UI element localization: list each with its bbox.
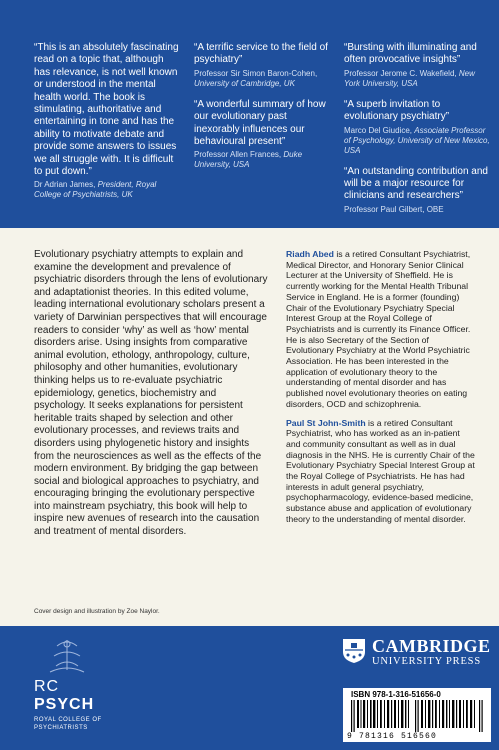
endorsement-quote: “A terrific service to the field of psychiatry” bbox=[194, 42, 328, 66]
barcode bbox=[343, 688, 491, 742]
rcpsych-line2: PSYCH bbox=[34, 696, 95, 713]
editor-bio: Paul St John-Smith is a retired Consultant Psychiatrist, who has worked as an in-patient and community consultant as well as in dual diagnosis in the NHS. He is currently Chair of the Evolutionary Psychiatry Special Interest Group at the Royal College of Psychiatrists. He has had interests in adult general psychiatry, psychopharmacology, evidence-based medicine, substance abuse and application of evolutionary theory to the understanding of mental disorder. bbox=[286, 417, 475, 524]
endorsement-attribution: Professor Allen Frances, Duke University, USA bbox=[194, 150, 303, 170]
editor-bio: Riadh Abed is a retired Consultant Psychiatrist, Medical Director, and Honorary Senior Clinical Lecturer at the University of Sheffield. He is currently working for the Mental Health Tribunal Service in England. He is a former (founding) Chair of the Evolutionary Psychiatry Special Interest Group at the Royal College of Psychiatrists and is currently its Finance Officer. He is also Secretary of the Section of Evolutionary Psychiatry at the World Psychiatric Association. He has been interested in the application of evolutionary theory to the understanding of mental disorder and has published novel evolutionary theories on eating disorders, OCD and schizophrenia. bbox=[286, 249, 471, 409]
barcode-digits: 9 781316 516560 bbox=[347, 732, 438, 741]
endorsement-quote: “An outstanding contribution and will be a major resource for clinicians and researchers” bbox=[344, 165, 488, 202]
rcpsych-line1: RC bbox=[34, 678, 60, 695]
book-description: Evolutionary psychiatry attempts to explain and examine the development and prevalence of psychiatric disorders through the lens of evolutionary and adaptationist theories. In this edited volume, leading international evolutionary scholars present a variety of Darwinian perspectives that will encourage readers to consider ‘why’ as well as ‘how’ mental disorders arise. Using insights from comparative animal evolution, ethology, anthropology, culture, philosophy and other humanities, evolutionary thinking helps us to re-evaluate psychiatric epidemiology, genetics, biochemistry and psychology. It seeks explanations for persistent heritable traits shaped by selection and other evolutionary processes, and reviews traits and disorders using phylogenetic history and insights from the neurosciences as well as the effects of the modern environment. By bridging the gap between social and biological approaches to psychiatry, and encouraging bringing the evolutionary perspective into mainstream psychiatry, this book will help to inspire new avenues of research into the causation and treatment of mental disorders. bbox=[34, 249, 268, 538]
endorsement-quote: “Bursting with illuminating and often provocative insights” bbox=[344, 42, 477, 66]
endorsement-column-1 bbox=[34, 42, 182, 210]
publisher-band bbox=[0, 626, 499, 750]
endorsement-attribution: Professor Jerome C. Wakefield, New York University, USA bbox=[344, 68, 475, 88]
endorsement-column-2 bbox=[194, 42, 332, 180]
endorsement-attribution: Dr Adrian James, President, Royal College of Psychiatrists, UK bbox=[34, 180, 157, 200]
cambridge-shield-icon bbox=[342, 638, 366, 664]
editor-bios bbox=[286, 249, 476, 533]
endorsement-quote: “A wonderful summary of how our evolutionary past inexorably influences our behavioural present” bbox=[194, 98, 326, 148]
endorsement-attribution: Professor Paul Gilbert, OBE bbox=[344, 204, 444, 214]
rcpsych-subtitle: ROYAL COLLEGE OF PSYCHIATRISTS bbox=[34, 717, 102, 731]
rcpsych-crest-icon bbox=[42, 636, 92, 676]
endorsement-attribution: Marco Del Giudice, Associate Professor of Psychology, University of New Mexico, USA bbox=[344, 125, 490, 155]
isbn-label: ISBN 978-1-316-51656-0 bbox=[351, 690, 441, 699]
rcpsych-logo bbox=[34, 636, 104, 744]
endorsement-quote: “A superb invitation to evolutionary psychiatry” bbox=[344, 98, 450, 123]
publisher-press: UNIVERSITY PRESS bbox=[372, 656, 481, 667]
endorsement-attribution: Professor Sir Simon Baron-Cohen, University of Cambridge, UK bbox=[194, 68, 318, 88]
cover-body bbox=[0, 228, 499, 626]
endorsement-column-3 bbox=[344, 42, 492, 225]
cover-credit: Cover design and illustration by Zoe Naylor. bbox=[34, 608, 160, 615]
endorsement-quote: “This is an absolutely fascinating read on a topic that, although has relevance, is not well known or understood in the mental health world. The book is stimulating, authoritative and entertaining in tone and has the ability to motivate debate and provide some answers to issues we all struggle with. It is difficult to put down.” bbox=[34, 42, 179, 178]
cambridge-logo bbox=[342, 636, 497, 668]
endorsements-band bbox=[0, 0, 499, 228]
barcode-bars-icon bbox=[349, 700, 487, 732]
publisher-name: CAMBRIDGE bbox=[372, 636, 491, 656]
